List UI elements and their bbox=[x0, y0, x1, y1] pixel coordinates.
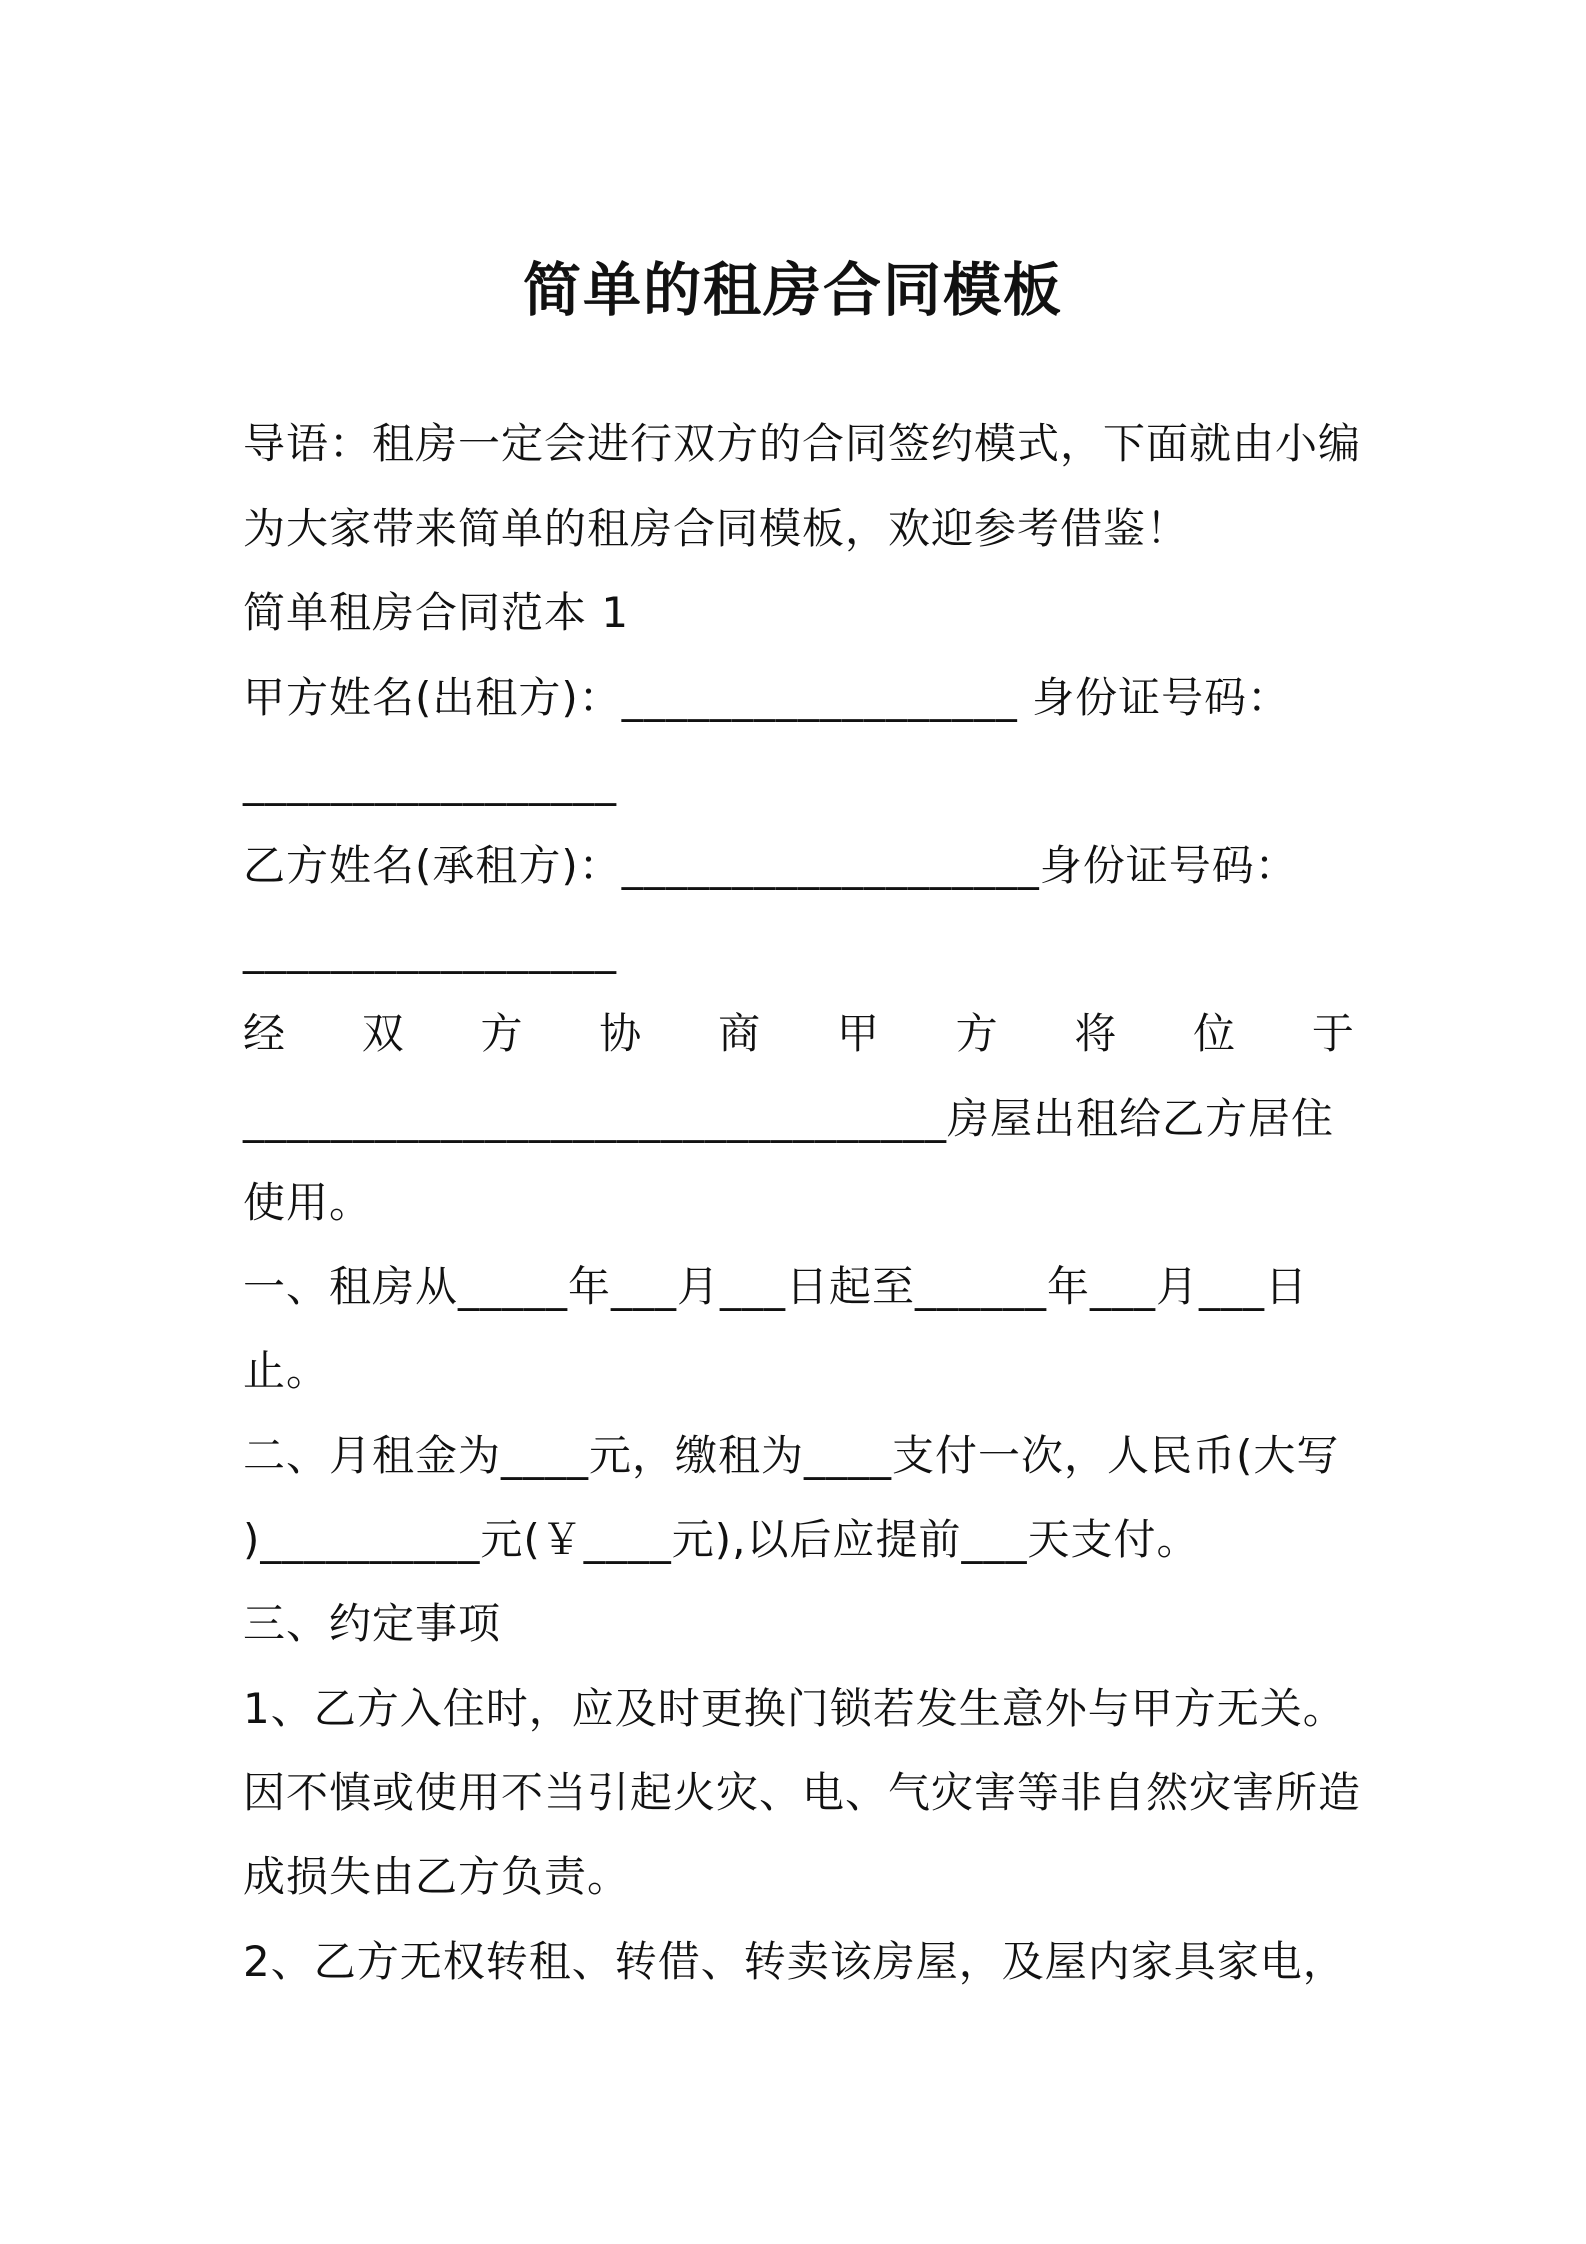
agreement-char: 双 bbox=[361, 1009, 404, 1058]
clause-2-line-1: 二、月租金为____元，缴租为____支付一次，人民币(大写 bbox=[243, 1431, 1340, 1480]
agreement-char: 方 bbox=[480, 1009, 523, 1058]
item-1-line-3: 成损失由乙方负责。 bbox=[243, 1852, 631, 1901]
intro-line-2: 为大家带来简单的租房合同模板，欢迎参考借鉴！ bbox=[243, 504, 1190, 553]
agreement-char: 于 bbox=[1311, 1009, 1354, 1058]
agreement-line-2: ________________________________房屋出租给乙方居住 bbox=[243, 1094, 1335, 1143]
clause-3-heading: 三、约定事项 bbox=[243, 1599, 502, 1648]
clause-1-line-2: 止。 bbox=[243, 1346, 330, 1395]
party-a-line-1: 甲方姓名(出租方)：__________________ 身份证号码： bbox=[243, 673, 1291, 722]
agreement-char: 协 bbox=[599, 1009, 642, 1058]
agreement-line-1 bbox=[243, 1004, 1354, 1064]
item-2-line-1: 2、乙方无权转租、转借、转卖该房屋，及屋内家具家电， bbox=[243, 1937, 1346, 1986]
agreement-char: 经 bbox=[243, 1009, 286, 1058]
item-1-line-1: 1、乙方入住时，应及时更换门锁若发生意外与甲方无关。 bbox=[243, 1684, 1346, 1733]
clause-2-line-2: )__________元(￥____元),以后应提前___天支付。 bbox=[243, 1515, 1200, 1564]
party-b-line-2: _________________ bbox=[243, 925, 617, 974]
party-b-line-1: 乙方姓名(承租方)：___________________身份证号码： bbox=[243, 841, 1298, 890]
sample-heading: 简单租房合同范本 1 bbox=[243, 588, 630, 637]
agreement-char: 位 bbox=[1193, 1009, 1236, 1058]
page-title: 简单的租房合同模板 bbox=[522, 256, 1063, 324]
agreement-char: 方 bbox=[955, 1009, 998, 1058]
agreement-char: 将 bbox=[1074, 1009, 1117, 1058]
item-1-line-2: 因不慎或使用不当引起火灾、电、气灾害等非自然灾害所造 bbox=[243, 1768, 1362, 1817]
party-a-line-2: _________________ bbox=[243, 757, 617, 806]
clause-1-line-1: 一、租房从_____年___月___日起至______年___月___日 bbox=[243, 1262, 1309, 1311]
agreement-char: 商 bbox=[718, 1009, 761, 1058]
agreement-char: 甲 bbox=[836, 1009, 879, 1058]
agreement-line-3: 使用。 bbox=[243, 1178, 373, 1227]
intro-line-1: 导语：租房一定会进行双方的合同签约模式，下面就由小编 bbox=[243, 419, 1362, 468]
